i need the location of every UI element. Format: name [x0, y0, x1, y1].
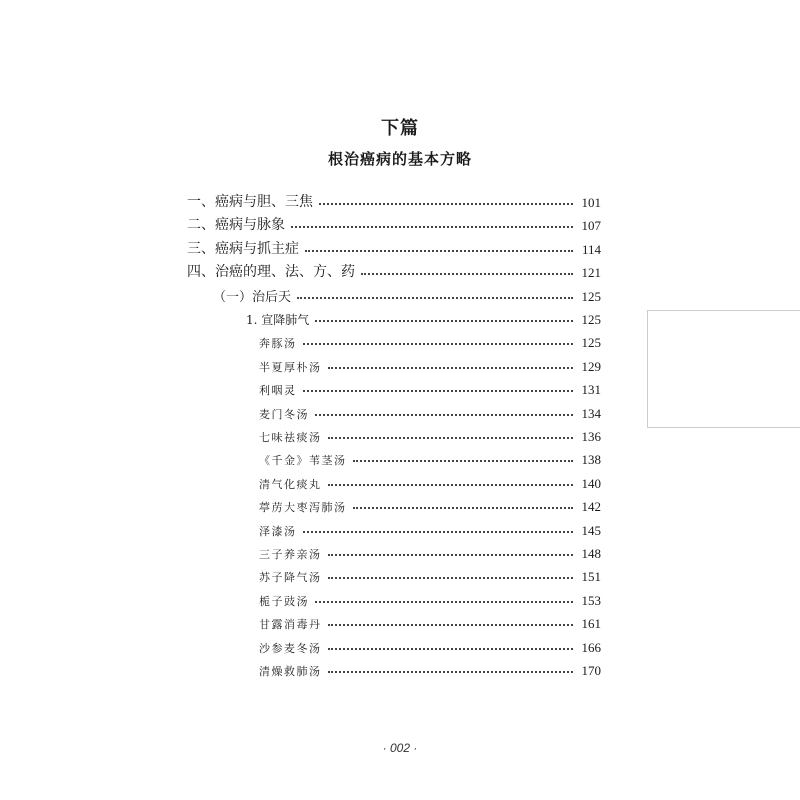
toc-leader-dots — [319, 203, 573, 205]
toc-entry-page: 101 — [581, 195, 601, 210]
toc-leader-dots — [361, 273, 573, 275]
toc-entry-page: 125 — [581, 335, 601, 351]
toc-entry-page: 140 — [581, 475, 601, 491]
toc-leader-dots — [328, 624, 574, 626]
toc-leader-dots — [291, 226, 573, 228]
toc-leader-dots — [315, 320, 573, 322]
toc-entry-page: 148 — [581, 546, 601, 561]
toc-entry-page: 138 — [581, 452, 601, 468]
toc-entry[interactable] — [246, 306, 601, 328]
toc-entry[interactable] — [259, 423, 601, 445]
toc-entry-title: 七味祛痰汤 — [259, 431, 322, 444]
toc-entry[interactable] — [259, 446, 601, 468]
toc-leader-dots — [328, 577, 574, 579]
toc-entry-page: 125 — [581, 288, 601, 304]
toc-entry[interactable] — [213, 283, 601, 305]
toc-entry-page: 125 — [581, 312, 601, 327]
toc-entry-title: 麦门冬汤 — [259, 407, 309, 421]
toc-entry[interactable] — [187, 259, 601, 281]
toc-leader-dots — [303, 531, 574, 533]
toc-entry-page: 170 — [581, 663, 601, 678]
toc-entry-title: 甘露消毒丹 — [259, 618, 322, 632]
toc-entry-page: 121 — [581, 265, 601, 281]
page-number: · 002 · — [382, 741, 418, 755]
toc-leader-dots — [315, 601, 573, 603]
toc-entry[interactable] — [187, 236, 601, 258]
toc-entry-title: 沙参麦冬汤 — [259, 641, 322, 655]
toc-entry-title: 葶苈大枣泻肺汤 — [259, 501, 347, 515]
toc-entry-title: 奔豚汤 — [259, 337, 297, 351]
toc-entry[interactable] — [259, 634, 601, 656]
toc-entry[interactable] — [259, 517, 601, 539]
toc-entry-page: 166 — [581, 639, 601, 655]
toc-leader-dots — [303, 390, 574, 392]
toc-entry[interactable] — [259, 610, 601, 632]
toc-entry-page: 114 — [581, 241, 601, 257]
toc-entry[interactable] — [187, 212, 601, 234]
toc-entry-title: 三、癌病与抓主症 — [187, 240, 299, 257]
toc-entry[interactable] — [259, 587, 601, 609]
edge-tab-marker — [647, 310, 800, 428]
toc-leader-dots — [303, 343, 574, 345]
toc-entry[interactable] — [259, 376, 601, 398]
toc-entry[interactable] — [259, 657, 601, 679]
toc-leader-dots — [353, 460, 574, 462]
toc-entry-page: 153 — [581, 592, 601, 608]
toc-entry-title: 四、治癌的理、法、方、药 — [187, 264, 355, 281]
toc-entry[interactable] — [259, 470, 601, 492]
toc-leader-dots — [353, 507, 574, 509]
toc-entry-title: 苏子降气汤 — [259, 571, 322, 585]
toc-leader-dots — [328, 671, 574, 673]
toc-entry-title: 半夏厚朴汤 — [259, 360, 322, 374]
toc-entry-page: 142 — [581, 499, 601, 515]
toc-entry-page: 161 — [581, 616, 601, 632]
toc-entry-page: 107 — [581, 218, 601, 234]
part-title: 下篇 — [381, 118, 419, 139]
toc-leader-dots — [328, 437, 574, 439]
toc-entry[interactable] — [259, 329, 601, 351]
toc-entry-page: 151 — [581, 569, 601, 585]
toc-entry-title: 清气化痰丸 — [259, 477, 322, 491]
toc-entry-title: 《千金》苇茎汤 — [259, 454, 347, 468]
toc-entry-title: （一）治后天 — [213, 289, 292, 305]
toc-entry-page: 129 — [581, 358, 601, 374]
toc-entry[interactable] — [259, 400, 601, 422]
toc-entry-title: 利咽灵 — [259, 384, 297, 398]
toc-leader-dots — [328, 367, 574, 369]
toc-entry[interactable] — [259, 493, 601, 515]
toc-entry-title: 栀子豉汤 — [259, 594, 309, 608]
toc-entry[interactable] — [259, 353, 601, 375]
toc-entry[interactable] — [187, 189, 601, 211]
toc-entry-page: 136 — [581, 429, 601, 444]
toc-entry-page: 145 — [581, 522, 601, 538]
toc-entry-title: 二、癌病与脉象 — [187, 217, 285, 234]
toc-entry-title: 一、癌病与胆、三焦 — [187, 194, 313, 210]
toc-entry[interactable] — [259, 563, 601, 585]
toc-leader-dots — [328, 484, 574, 486]
section-title: 根治癌病的基本方略 — [327, 150, 472, 168]
toc-leader-dots — [315, 414, 573, 416]
toc-leader-dots — [328, 554, 574, 556]
toc-leader-dots — [328, 648, 574, 650]
toc-entry-page: 131 — [581, 382, 601, 398]
toc-entry-page: 134 — [581, 405, 601, 421]
toc-leader-dots — [297, 297, 573, 299]
toc-entry[interactable] — [259, 540, 601, 562]
toc-entry-title: 1. 宣降肺气 — [246, 313, 310, 327]
toc-entry-title: 三子养亲汤 — [259, 548, 322, 561]
toc-entry-title: 泽漆汤 — [259, 524, 297, 538]
toc-entry-title: 清燥救肺汤 — [259, 665, 322, 678]
toc-leader-dots — [305, 250, 573, 252]
